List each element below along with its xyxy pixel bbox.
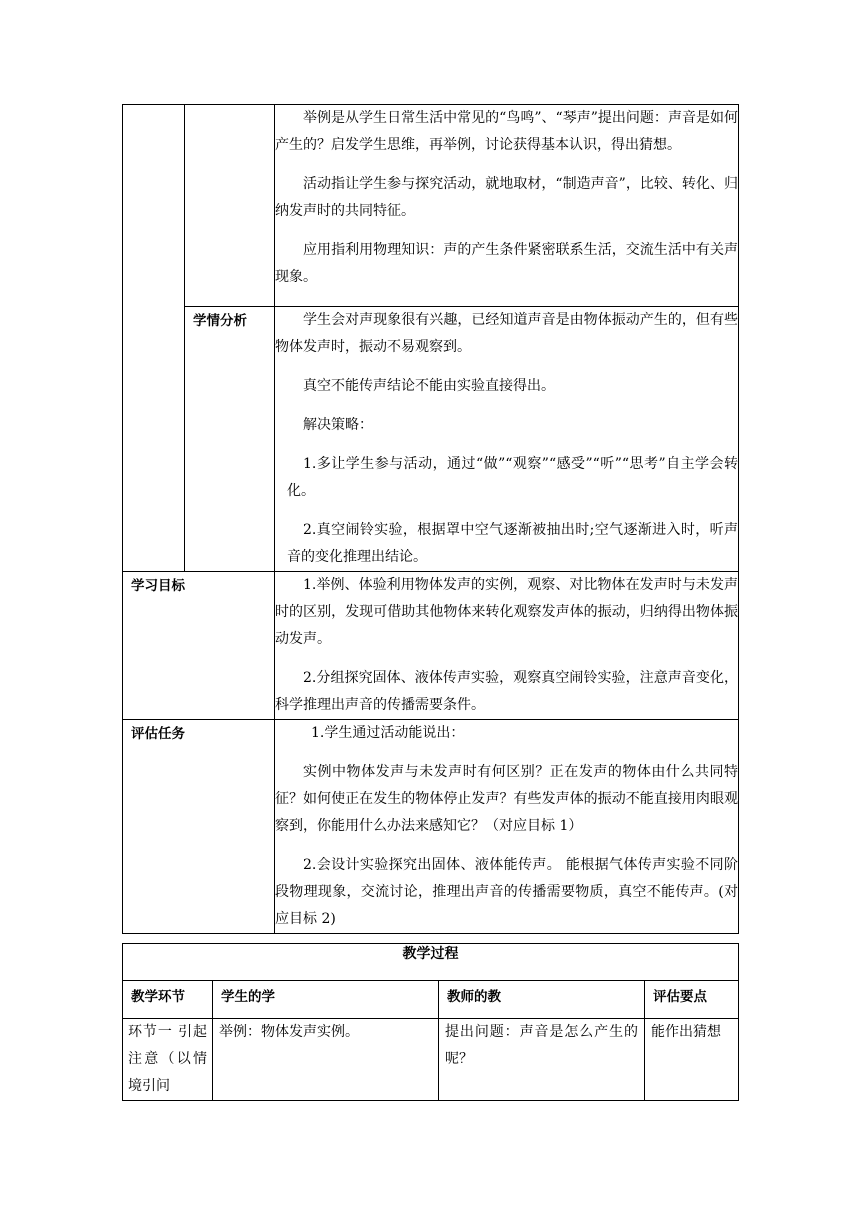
goal-2-text: 2.分组探究固体、液体传声实验，观察真空闹铃实验，注意声音变化，科学推理出声音的传播需要条件。 <box>275 670 738 713</box>
teaching-method-notes <box>275 105 739 307</box>
assessment-text-2: 实例中物体发声与未发声时有何区别？正在发声的物体由什么共同特征？如何使正在发生的物体停止发声？有些发声体的振动不能直接用肉眼观察到，你能用什么办法来感知它？（对应目标 1） <box>275 764 738 834</box>
assessment-text-3: 2.会设计实验探究出固体、液体能传声。 能根据气体传声实验不同阶段物理现象，交流讨论，推理出声音的传播需要物质，真空不能传声。(对应目标 2) <box>275 857 738 927</box>
learning-goals-label: 学习目标 <box>123 572 275 720</box>
header-stage: 教学环节 <box>123 981 213 1019</box>
strategy-item-2: 2.真空闹铃实验，根据罩中空气逐渐被抽出时;空气逐渐进入时，听声音的变化推理出结论。 <box>287 522 738 565</box>
assessment-tasks-content <box>275 720 739 934</box>
method-application-text: 应用指利用物理知识：声的产生条件紧密联系生活，交流生活中有关声现象。 <box>275 242 738 285</box>
empty-label-cell <box>185 105 275 307</box>
student-cell: 举例：物体发声实例。 <box>213 1019 439 1101</box>
assessment-text-1: 1.学生通过活动能说出： <box>311 725 465 741</box>
header-assessment: 评估要点 <box>645 981 739 1019</box>
assessment-cell: 能作出猜想 <box>645 1019 739 1101</box>
lesson-plan-table <box>122 104 739 934</box>
student-analysis-content <box>275 307 739 572</box>
learning-goals-content <box>275 572 739 720</box>
header-student: 学生的学 <box>213 981 439 1019</box>
stage-cell: 环节一 引起注意（以情境引问 <box>123 1019 213 1101</box>
analysis-text-2: 真空不能传声结论不能由实验直接得出。 <box>303 378 555 394</box>
method-example-text: 举例是从学生日常生活中常见的“鸟鸣”、“琴声”提出问题：声音是如何产生的？启发学生思维，再举例，讨论获得基本认识，得出猜想。 <box>275 110 738 153</box>
method-activity-text: 活动指让学生参与探究活动，就地取材，“制造声音”，比较、转化、归纳发声时的共同特征。 <box>275 176 738 219</box>
analysis-text-1: 学生会对声现象很有兴趣，已经知道声音是由物体振动产生的，但有些物体发声时，振动不易观察到。 <box>275 312 738 355</box>
header-teacher: 教师的教 <box>439 981 645 1019</box>
strategy-heading: 解决策略： <box>303 417 373 433</box>
teacher-cell: 提出问题：声音是怎么产生的呢？ <box>439 1019 645 1101</box>
teaching-process-title: 教学过程 <box>123 944 739 981</box>
empty-outer-cell <box>123 105 185 572</box>
student-analysis-label: 学情分析 <box>185 307 275 572</box>
strategy-item-1: 1.多让学生参与活动，通过“做”“观察”“感受”“听”“思考”自主学会转化。 <box>287 456 738 499</box>
teaching-process-table <box>122 943 739 1101</box>
assessment-tasks-label: 评估任务 <box>123 720 275 934</box>
goal-1-text: 1.举例、体验利用物体发声的实例，观察、对比物体在发声时与未发声时的区别，发现可借助其他物体来转化观察发声体的振动，归纳得出物体振动发声。 <box>275 577 738 647</box>
